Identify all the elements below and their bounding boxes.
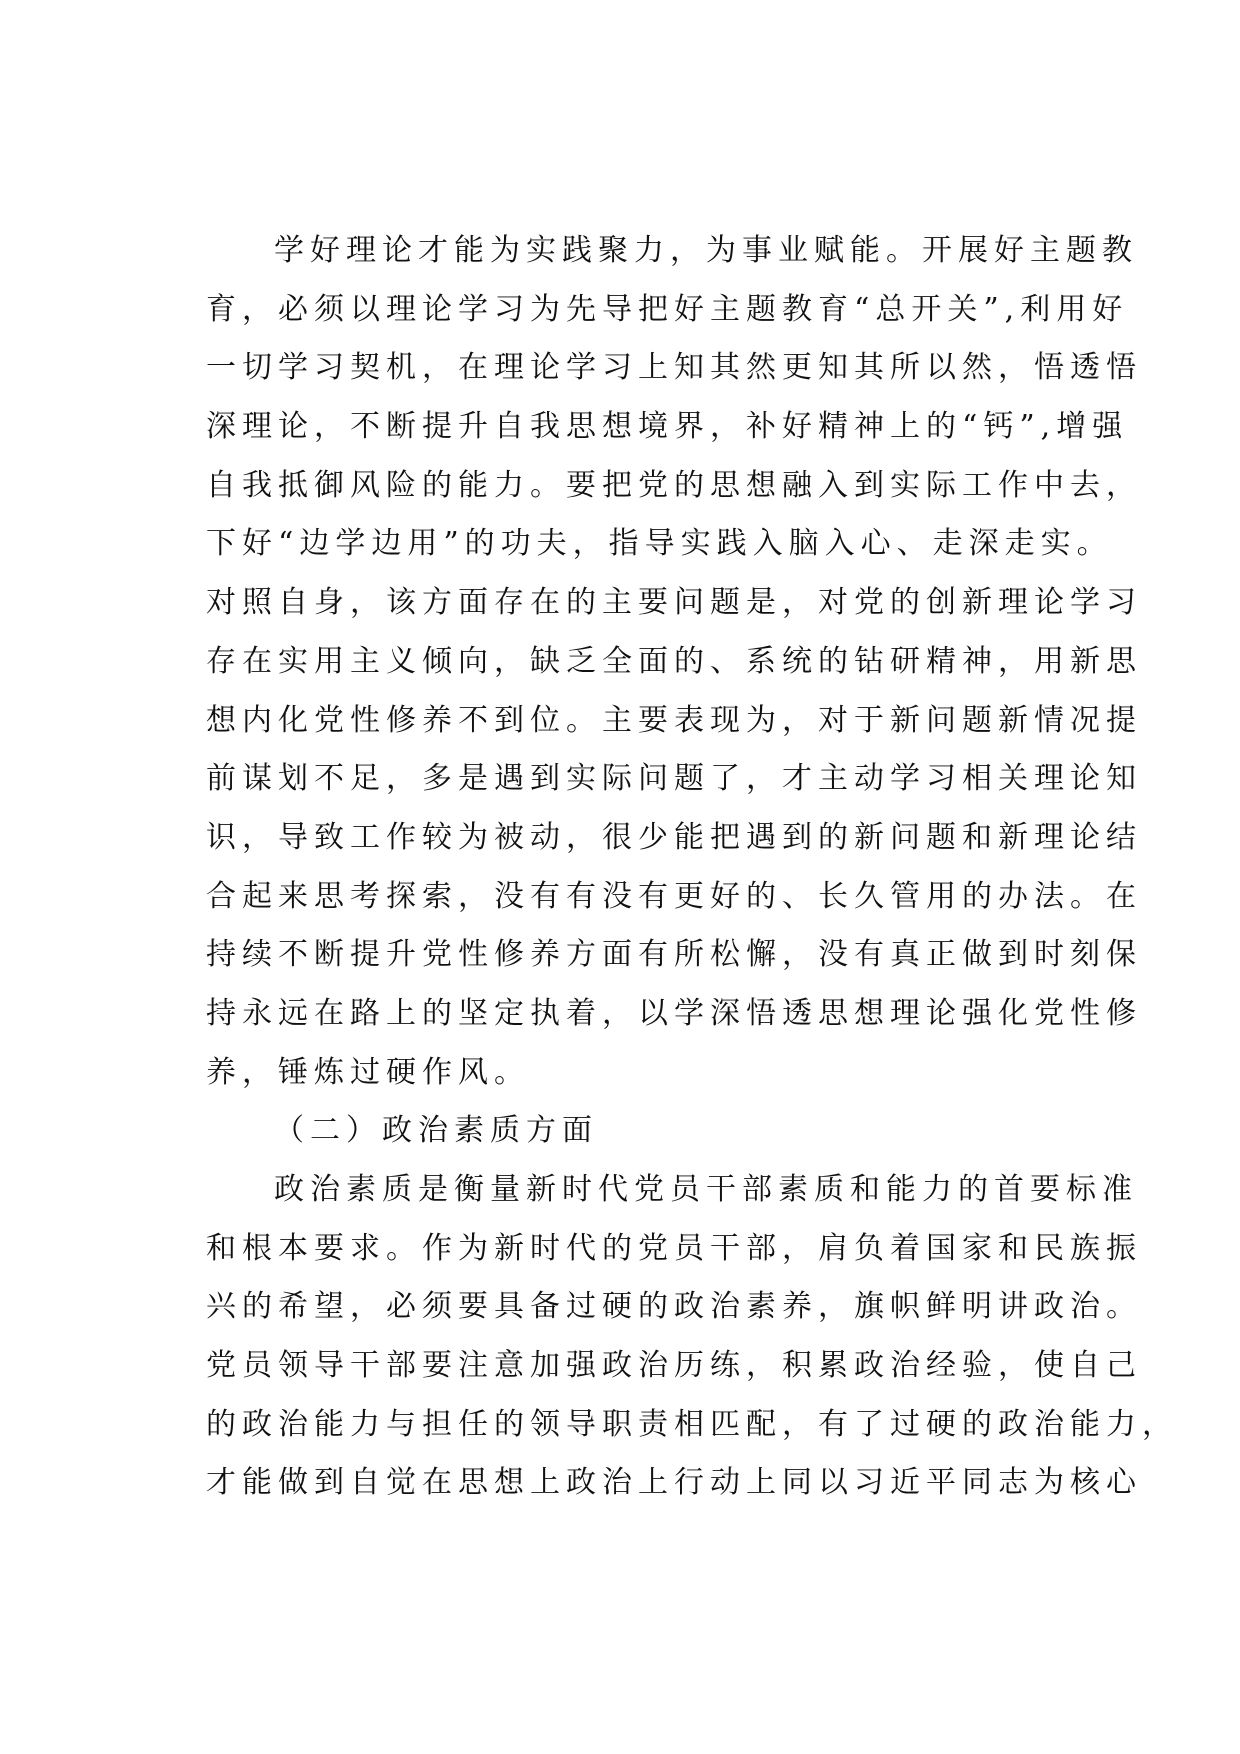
- paragraph-line: 政治素质是衡量新时代党员干部素质和能力的首要标准: [274, 1172, 1138, 1207]
- paragraph-line: 存在实用主义倾向，缺乏全面的、系统的钻研精神，用新思: [206, 643, 1142, 679]
- paragraph-line: 一切学习契机，在理论学习上知其然更知其所以然，悟透悟: [206, 350, 1142, 386]
- paragraph-line: 养，锤炼过硬作风。: [206, 1054, 530, 1090]
- paragraph-line: 识，导致工作较为被动，很少能把遇到的新问题和新理论结: [206, 819, 1142, 855]
- paragraph-line: 对照自身，该方面存在的主要问题是，对党的创新理论学习: [206, 585, 1142, 621]
- paragraph-line: 自我抵御风险的能力。要把党的思想融入到实际工作中去，: [206, 467, 1142, 503]
- paragraph-political-quality: [206, 1161, 1178, 1513]
- paragraph-line: 持续不断提升党性修养方面有所松懈，没有真正做到时刻保: [206, 937, 1142, 973]
- paragraph-line: 才能做到自觉在思想上政治上行动上同以习近平同志为核心: [206, 1465, 1142, 1501]
- paragraph-line: 学好理论才能为实践聚力，为事业赋能。开展好主题教: [274, 233, 1138, 268]
- paragraph-line: 深理论，不断提升自我思想境界，补好精神上的“钙”,增强: [206, 409, 1129, 445]
- paragraph-line: 党员领导干部要注意加强政治历练，积累政治经验，使自己: [206, 1348, 1142, 1384]
- paragraph-line: 下好“边学边用”的功夫，指导实践入脑入心、走深走实。: [206, 526, 1113, 562]
- section-heading: （二）政治素质方面: [274, 1113, 598, 1149]
- paragraph-line: 和根本要求。作为新时代的党员干部，肩负着国家和民族振: [206, 1230, 1142, 1266]
- paragraph-line: 想内化党性修养不到位。主要表现为，对于新问题新情况提: [206, 702, 1142, 738]
- paragraph-line: 的政治能力与担任的领导职责相匹配，有了过硬的政治能力，: [206, 1406, 1178, 1442]
- paragraph-line: 前谋划不足，多是遇到实际问题了，才主动学习相关理论知: [206, 761, 1142, 797]
- paragraph-theory-study: [206, 222, 1142, 1102]
- paragraph-line: 合起来思考探索，没有有没有更好的、长久管用的办法。在: [206, 878, 1142, 914]
- paragraph-line: 兴的希望，必须要具备过硬的政治素养，旗帜鲜明讲政治。: [206, 1289, 1142, 1325]
- document-body: [206, 222, 1178, 1513]
- paragraph-line: 持永远在路上的坚定执着，以学深悟透思想理论强化党性修: [206, 995, 1142, 1031]
- paragraph-line: 育，必须以理论学习为先导把好主题教育“总开关”,利用好: [206, 291, 1129, 327]
